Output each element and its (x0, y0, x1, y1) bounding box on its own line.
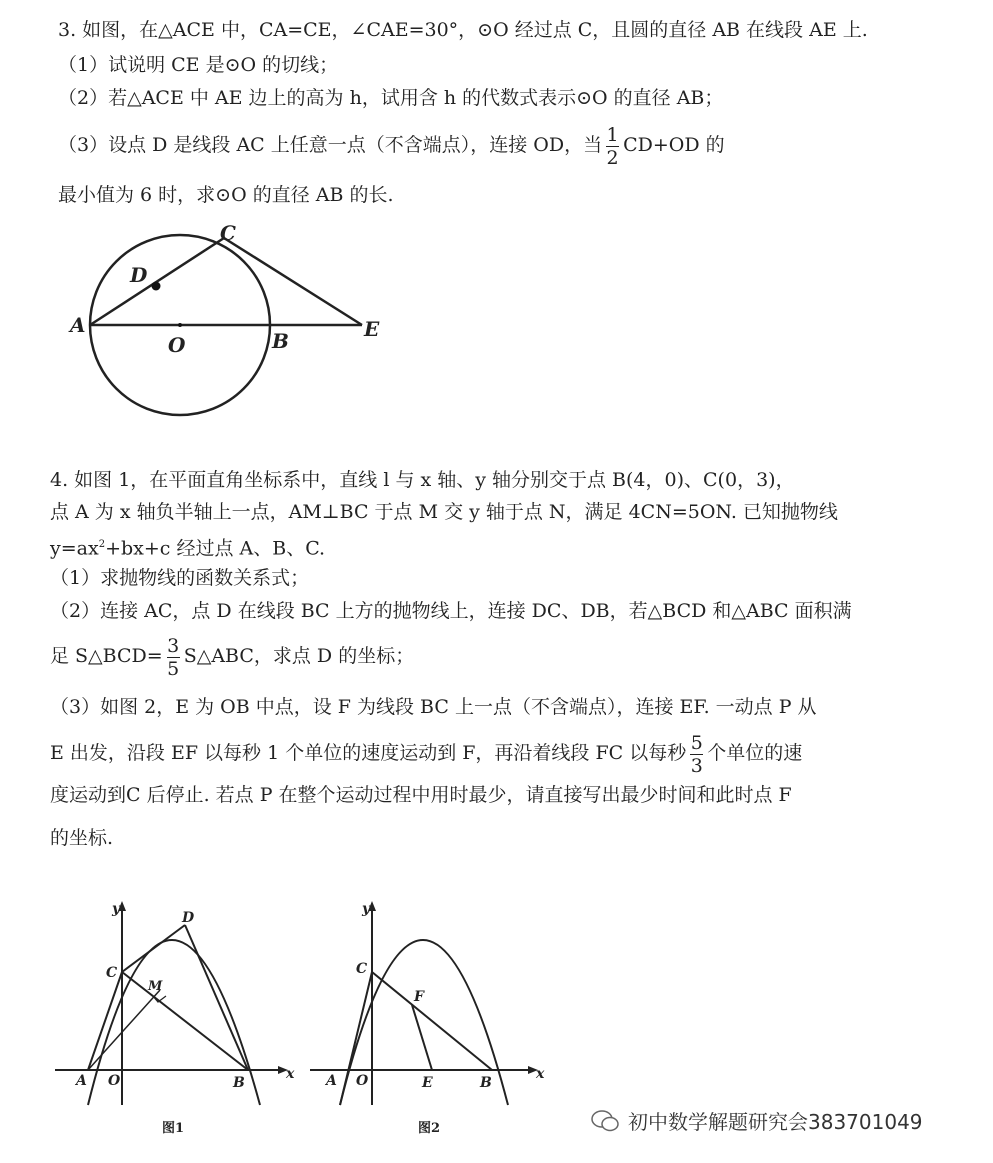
p4-figure-1 (40, 895, 300, 1115)
label-c: C (106, 965, 118, 981)
text: S△ABC，求点 D 的坐标； (183, 645, 415, 667)
watermark (590, 1106, 923, 1135)
text: 个单位的速 (707, 742, 803, 764)
label-b: B (233, 1075, 245, 1091)
text: （3）设点 D 是线段 AC 上任意一点（不含端点），连接 OD，当 (58, 134, 603, 156)
text: E 出发，沿段 EF 以每秒 1 个单位的速度运动到 F，再沿着线段 FC 以每秒 (50, 742, 687, 764)
watermark-text: 初中数学解题研究会383701049 (628, 1110, 923, 1134)
wechat-icon (590, 1109, 620, 1133)
p4-part2: （2）连接 AC，点 D 在线段 BC 上方的抛物线上，连接 DC、DB，若△BCD 和△ABC 面积满 (50, 600, 852, 622)
p4-part3-cont (50, 730, 802, 777)
label-c: C (220, 221, 236, 245)
label-a: A (70, 313, 86, 337)
p4-part2-cont (50, 633, 414, 680)
label-m: M (148, 979, 163, 994)
fraction-five-thirds (690, 732, 703, 777)
p3-statement: 3. 如图，在△ACE 中，CA=CE，∠CAE=30°，⊙O 经过点 C，且圆的直径 AB 在线段 AE 上. (58, 19, 868, 41)
label-x: x (286, 1066, 295, 1082)
label-b: B (272, 329, 289, 353)
numerator: 3 (167, 634, 180, 657)
label-a: A (76, 1073, 87, 1089)
p3-part2: （2）若△ACE 中 AE 边上的高为 h，试用含 h 的代数式表示⊙O 的直径 AB； (58, 87, 724, 109)
p4-part3: （3）如图 2，E 为 OB 中点，设 F 为线段 BC 上一点（不含端点），连接 EF. 一动点 P 从 (50, 696, 817, 718)
text: +bx+c 经过点 A、B、C. (105, 537, 326, 560)
p4-figure-2 (300, 895, 560, 1115)
exponent: 2 (98, 539, 106, 550)
fig2-caption: 图2 (418, 1121, 441, 1136)
p4-part3-cont3: 的坐标. (50, 827, 114, 849)
p4-statement-1: 4. 如图 1，在平面直角坐标系中，直线 l 与 x 轴、y 轴分别交于点 B(4，0)、C(0，3)， (50, 469, 795, 491)
text: CD+OD 的 (623, 134, 725, 156)
fraction-half (606, 124, 619, 169)
label-f: F (414, 989, 424, 1005)
fig1-caption: 图1 (162, 1121, 185, 1136)
p4-part1: （1）求抛物线的函数关系式； (50, 567, 310, 589)
point-d (152, 282, 161, 291)
p4-statement-3 (50, 533, 325, 560)
label-o: O (356, 1073, 369, 1089)
label-a: A (326, 1073, 337, 1089)
p3-part3-cont: 最小值为 6 时，求⊙O 的直径 AB 的长. (58, 184, 394, 206)
text: 足 S△BCD= (50, 645, 163, 667)
label-y: y (112, 901, 121, 917)
label-o: O (108, 1073, 121, 1089)
text: y=ax (50, 537, 99, 560)
label-x: x (536, 1066, 545, 1082)
label-e: E (422, 1075, 433, 1091)
p3-part1: （1）试说明 CE 是⊙O 的切线； (58, 54, 339, 76)
p4-statement-2: 点 A 为 x 轴负半轴上一点，AM⊥BC 于点 M 交 y 轴于点 N，满足 4CN=5ON. 已知抛物线 (50, 501, 838, 523)
label-y: y (362, 901, 371, 917)
label-d: D (182, 910, 195, 926)
p4-part3-cont2: 度运动到C 后停止. 若点 P 在整个运动过程中用时最少，请直接写出最少时间和此时点 F (50, 784, 792, 806)
fraction-three-fifths (167, 635, 180, 680)
numerator: 1 (606, 123, 619, 146)
label-c: C (356, 961, 368, 977)
label-d: D (130, 263, 148, 287)
label-e: E (364, 317, 380, 341)
numerator: 5 (690, 731, 703, 754)
p3-part3 (58, 122, 725, 169)
denominator: 5 (167, 657, 180, 680)
label-o: O (168, 333, 186, 357)
denominator: 3 (690, 754, 703, 777)
p3-figure (0, 210, 420, 430)
label-b: B (480, 1075, 492, 1091)
denominator: 2 (606, 146, 619, 169)
